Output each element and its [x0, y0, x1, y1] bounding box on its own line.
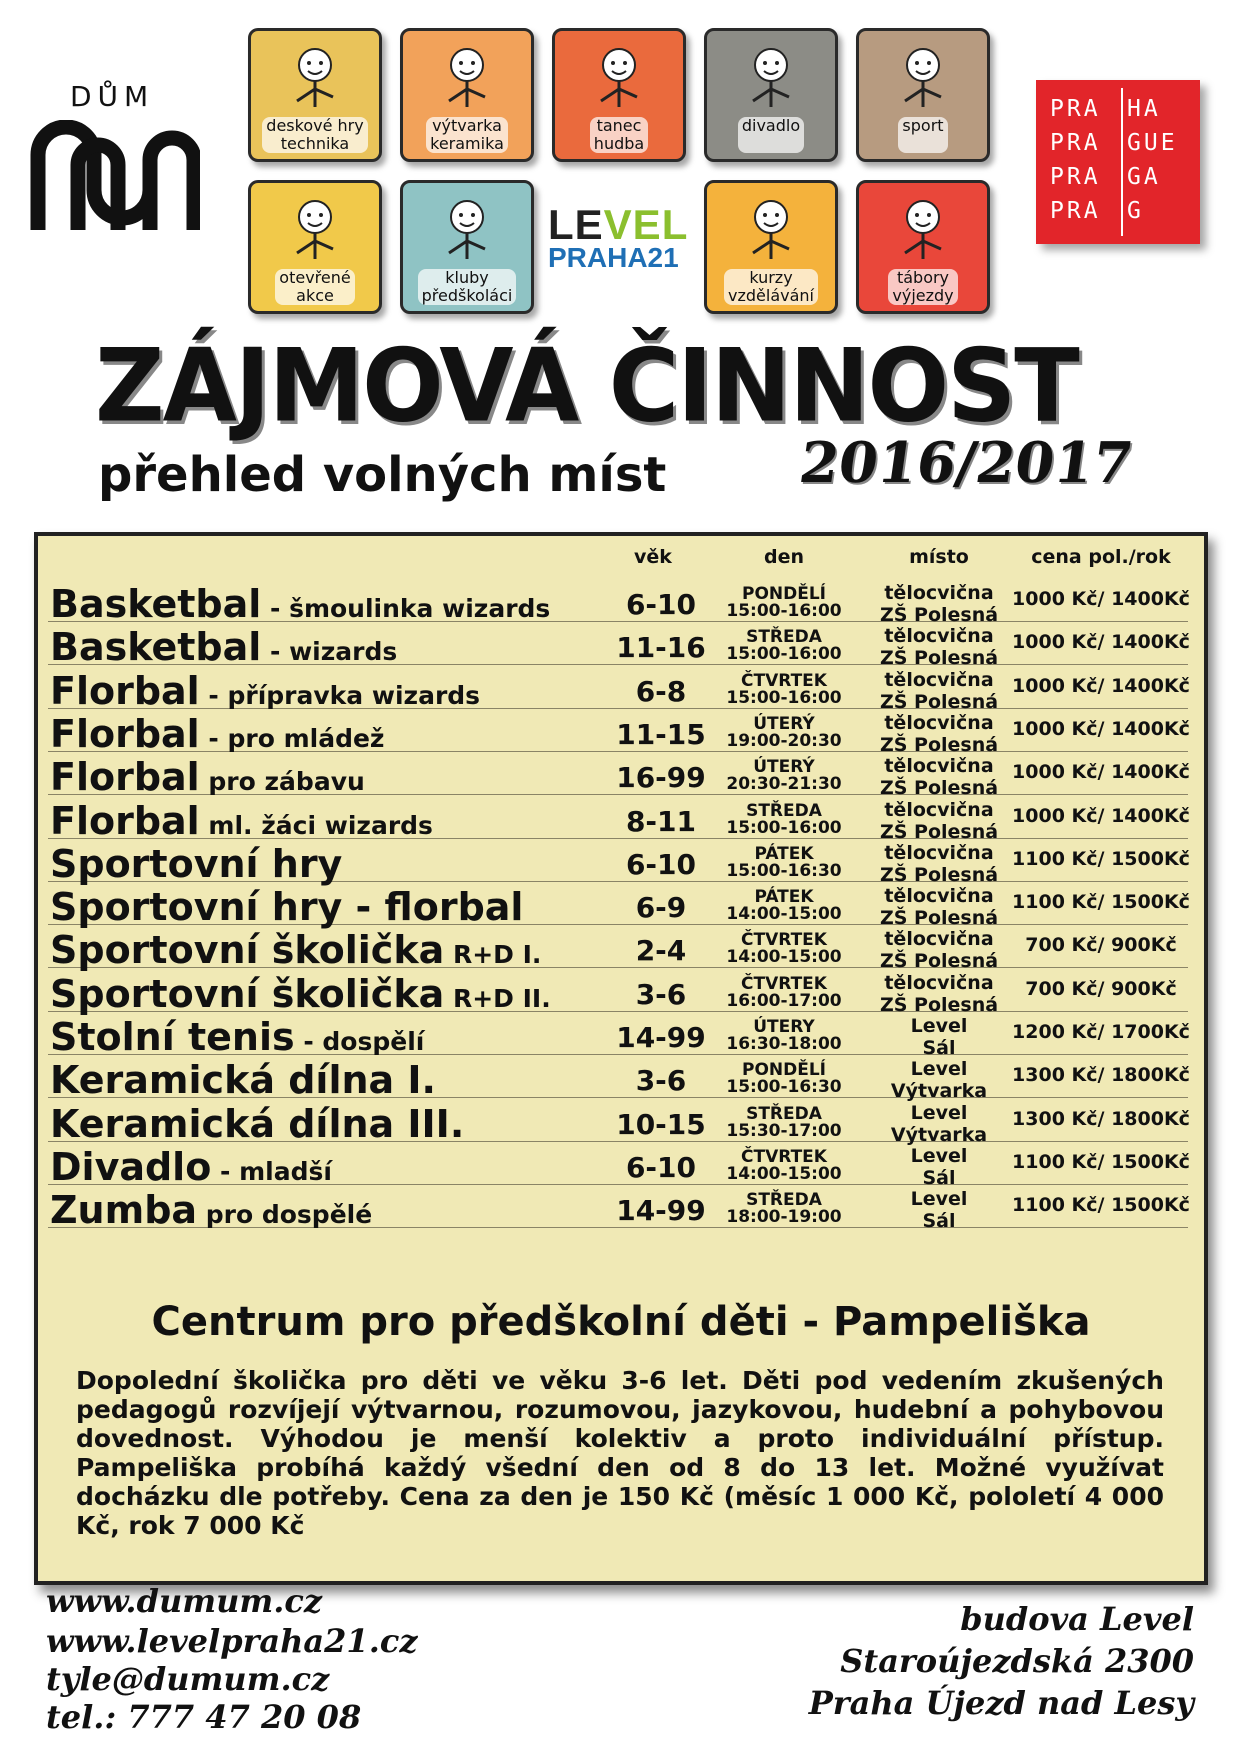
activity-name: Florbal — [50, 755, 200, 800]
day-name: PÁTEK — [754, 887, 814, 908]
table-row — [48, 1137, 1190, 1189]
activity-tile — [248, 180, 382, 314]
dumum-mark-icon — [30, 120, 200, 240]
table-row — [48, 964, 1188, 1016]
activity-suffix: - přípravka wizards — [199, 680, 481, 710]
table-row — [48, 1094, 1190, 1146]
activity-suffix: pro dospělé — [197, 1200, 373, 1230]
place-line2: Výtvarka — [890, 1123, 988, 1146]
table-row — [48, 1180, 1190, 1233]
activity-name: Zumba — [50, 1188, 198, 1233]
day-cell — [698, 1103, 870, 1141]
activity-tile — [856, 180, 990, 314]
day-name: ÚTERÝ — [753, 757, 815, 778]
day-time: 15:00-16:00 — [726, 644, 842, 665]
price-cell: 700 Kč/ 900Kč — [1025, 977, 1177, 1000]
praha-logo — [1036, 80, 1200, 244]
tile-label-line1: tanec — [596, 116, 642, 135]
day-name: ÚTERY — [753, 1017, 815, 1037]
tile-label-line1: deskové hry — [266, 116, 364, 135]
activity-name: Sportovní hry — [50, 841, 343, 886]
place-line1: tělocvična — [884, 582, 994, 604]
day-time: 15:00-16:00 — [726, 687, 842, 708]
place-line1: Level — [910, 1144, 968, 1167]
day-time: 15:30-17:00 — [726, 1120, 842, 1141]
logo-text: DŮM — [70, 80, 155, 113]
age-cell: 6-10 — [625, 847, 697, 881]
activity-suffix: - pro mládež — [199, 723, 385, 753]
tile-caption — [859, 269, 987, 305]
tile-label-line1: otevřené — [279, 268, 351, 287]
level-word: LEVEL — [548, 201, 689, 248]
activity-name: Basketbal — [50, 625, 262, 670]
place-line1: tělocvična — [884, 711, 994, 734]
tile-label-line2: vzdělávání — [728, 286, 814, 305]
day-cell — [698, 1062, 870, 1096]
activity-name: Stolní tenis — [50, 1015, 295, 1059]
tile-caption — [403, 117, 531, 153]
place-line2: ZŠ Polesná — [879, 690, 999, 713]
day-time: 20:30-21:30 — [726, 774, 842, 795]
activity-suffix: - dospělí — [294, 1027, 425, 1056]
place-line2: ZŠ Polesná — [879, 863, 999, 886]
table-row — [48, 920, 1188, 973]
activity-tile — [704, 180, 838, 314]
price-cell: 700 Kč/ 900Kč — [1025, 934, 1177, 957]
day-time: 14:00-15:00 — [726, 904, 842, 925]
place-line1: Level — [910, 1015, 968, 1037]
page-subtitle: přehled volných míst — [98, 447, 667, 503]
day-time: 18:00-19:00 — [726, 1207, 842, 1228]
price-cell: 1100 Kč/ 1500Kč — [1012, 847, 1190, 870]
place-line2: ZŠ Polesná — [879, 820, 999, 843]
activity-tile — [400, 28, 534, 162]
tile-label-line2: hudba — [593, 134, 645, 153]
activity-suffix: R+D I. — [444, 940, 542, 970]
age-cell: 6-8 — [635, 674, 687, 708]
age-cell: 10-15 — [616, 1107, 706, 1141]
activity-name: Sportovní školička — [50, 971, 445, 1016]
place-line1: tělocvična — [884, 885, 994, 908]
activity-name: Florbal — [50, 668, 200, 713]
activity-name: Sportovní hry - florbal — [50, 885, 524, 930]
address-city: Praha Újezd nad Lesy — [808, 1684, 1194, 1722]
place-line1: tělocvična — [884, 668, 994, 691]
page-title: ZÁJMOVÁ ČINNOST — [95, 327, 1078, 445]
price-cell: 1000 Kč/ 1400Kč — [1012, 631, 1190, 654]
day-name: STŘEDA — [746, 1103, 822, 1124]
school-year: 2016/2017 — [795, 430, 1137, 496]
day-cell — [698, 713, 870, 751]
activity-table-panel — [34, 532, 1208, 1585]
place-line2: ZŠ Polesná — [879, 604, 999, 626]
activity-name-cell — [50, 1188, 372, 1232]
activity-name: Sportovní školička — [50, 928, 445, 973]
activity-name: Florbal — [50, 798, 200, 843]
day-cell — [698, 889, 870, 923]
day-name: ČTVRTEK — [741, 1146, 827, 1167]
praha-left-column — [1050, 92, 1101, 228]
table-row — [48, 1050, 1190, 1103]
activity-tile — [552, 28, 686, 162]
tile-label-line1: divadlo — [741, 116, 801, 135]
age-cell: 8-11 — [625, 804, 697, 838]
table-row — [48, 834, 1190, 886]
place-line1: tělocvična — [884, 971, 994, 994]
tile-caption — [251, 117, 379, 153]
activity-suffix: - mladší — [211, 1156, 332, 1186]
col-header-age: věk — [634, 546, 672, 568]
activity-suffix: R+D II. — [444, 983, 551, 1013]
place-line2: Sál — [922, 1037, 956, 1059]
tile-caption — [859, 117, 987, 153]
age-cell: 3-6 — [635, 1064, 687, 1098]
age-cell: 2-4 — [635, 934, 687, 968]
centrum-description: Dopolední školička pro děti ve věku 3-6 let. Děti pod vedením zkušených pedagogů rozvíjejí výtvarnou, rozumovou, jazykovou, hudební a pohybovou dovednost. Výhodou je menší kolektiv a proto individuální přístup. Pampeliška probíhá každý všední den od 8 do 13 let. Možné využívat docházku dle potřeby. Cena za den je 150 Kč (měsíc 1 000 Kč, pololetí 4 000 Kč, rok 7 000 Kč — [76, 1366, 1164, 1540]
day-cell — [698, 843, 870, 881]
day-cell — [698, 1146, 870, 1184]
place-line1: Level — [910, 1101, 968, 1124]
activity-suffix: - wizards — [261, 637, 398, 667]
place-line1: tělocvična — [884, 798, 994, 821]
price-cell: 1100 Kč/ 1500Kč — [1012, 1194, 1190, 1217]
tile-caption — [251, 269, 379, 305]
place-line2: Sál — [922, 1210, 956, 1233]
day-name: STŘEDA — [746, 1190, 822, 1211]
level-praha21-logo — [548, 201, 689, 275]
tile-label-line1: kurzy — [749, 268, 793, 287]
place-line2: ZŠ Polesná — [879, 733, 999, 756]
day-name: ČTVRTEK — [741, 930, 827, 951]
tile-label-line2: předškoláci — [421, 286, 513, 305]
place-line1: Level — [910, 1188, 968, 1211]
place-line1: tělocvična — [884, 755, 994, 778]
day-name: STŘEDA — [746, 800, 822, 821]
day-name: ČTVRTEK — [741, 973, 827, 994]
activity-suffix: ml. žáci wizards — [199, 810, 433, 840]
place-line2: ZŠ Polesná — [879, 777, 999, 800]
price-cell: 1000 Kč/ 1400Kč — [1012, 588, 1190, 610]
activity-suffix: - šmoulinka wizards — [261, 594, 551, 623]
table-row — [48, 617, 1190, 670]
col-header-price: cena pol./rok — [1031, 546, 1171, 568]
place-line2: ZŠ Polesná — [879, 993, 999, 1016]
day-name: PONDĚLÍ — [741, 1060, 827, 1081]
age-cell: 6-10 — [625, 1150, 697, 1184]
day-time: 16:00-17:00 — [726, 990, 842, 1011]
day-cell — [698, 932, 870, 966]
activity-tile — [400, 180, 534, 314]
praha-left-2: PRA — [1050, 130, 1101, 156]
day-cell — [698, 973, 870, 1011]
level-sub: PRAHA21 — [548, 242, 679, 273]
col-header-place: místo — [909, 546, 969, 568]
age-cell: 6-9 — [635, 891, 687, 925]
tile-caption — [403, 269, 531, 305]
activity-name: Florbal — [50, 711, 200, 756]
address-street: Staroújezdská 2300 — [840, 1642, 1194, 1680]
day-cell — [698, 1192, 870, 1226]
place-line1: tělocvična — [884, 928, 994, 951]
praha-right-2: GUE — [1127, 130, 1178, 156]
tile-label-line1: tábory — [896, 268, 950, 287]
tile-label-line2: technika — [280, 134, 350, 153]
email-link[interactable]: tyle@dumum.cz — [46, 1660, 330, 1698]
activity-tile — [856, 28, 990, 162]
price-cell: 1200 Kč/ 1700Kč — [1012, 1021, 1190, 1043]
price-cell: 1000 Kč/ 1400Kč — [1012, 717, 1190, 740]
table-row — [48, 661, 1190, 713]
dumum-logo — [30, 80, 210, 250]
tile-label-line2: akce — [296, 286, 334, 305]
tile-caption — [555, 117, 683, 153]
price-cell: 1000 Kč/ 1400Kč — [1012, 761, 1190, 784]
price-cell: 1100 Kč/ 1500Kč — [1012, 891, 1190, 914]
activity-name: Keramická dílna I. — [50, 1058, 436, 1103]
age-cell: 3-6 — [635, 977, 687, 1011]
age-cell: 11-15 — [616, 717, 706, 751]
praha-left-3: PRA — [1050, 164, 1101, 190]
activity-suffix: pro zábavu — [199, 767, 365, 797]
day-time: 15:00-16:00 — [726, 817, 842, 838]
activity-name: Basketbal — [50, 582, 262, 626]
place-line2: ZŠ Polesná — [879, 647, 999, 670]
price-cell: 1100 Kč/ 1500Kč — [1012, 1150, 1190, 1173]
praha-right-1: HA — [1127, 96, 1161, 122]
tile-label-line1: výtvarka — [432, 116, 502, 135]
place-line1: tělocvična — [884, 625, 994, 648]
table-row — [48, 1007, 1190, 1059]
place-line2: Výtvarka — [890, 1080, 988, 1103]
centrum-heading: Centrum pro předškolní děti - Pampeliška — [151, 1299, 1091, 1345]
day-name: ČTVRTEK — [741, 670, 827, 691]
day-time: 15:00-16:00 — [726, 601, 842, 621]
tile-label-line2: výjezdy — [892, 286, 954, 305]
table-row — [48, 574, 1190, 626]
age-cell: 16-99 — [616, 761, 706, 795]
table-row — [48, 877, 1190, 930]
day-name: ÚTERÝ — [753, 713, 815, 734]
day-cell — [698, 800, 870, 838]
price-cell: 1000 Kč/ 1400Kč — [1012, 674, 1190, 697]
praha-right-4: G — [1127, 198, 1144, 224]
activity-name: Divadlo — [50, 1144, 212, 1189]
day-cell — [698, 759, 870, 793]
price-cell: 1300 Kč/ 1800Kč — [1012, 1064, 1190, 1087]
activity-name: Keramická dílna III. — [50, 1101, 465, 1146]
day-time: 14:00-15:00 — [726, 1163, 842, 1184]
day-time: 15:00-16:30 — [726, 860, 842, 881]
tile-caption — [707, 269, 835, 305]
table-row — [48, 791, 1190, 843]
day-time: 16:30-18:00 — [726, 1034, 842, 1054]
day-cell — [698, 629, 870, 663]
place-line2: ZŠ Polesná — [879, 950, 999, 973]
age-cell: 6-10 — [625, 588, 697, 621]
age-cell: 14-99 — [616, 1194, 706, 1228]
praha-divider — [1121, 88, 1123, 236]
price-cell: 1000 Kč/ 1400Kč — [1012, 804, 1190, 827]
day-name: PÁTEK — [754, 843, 814, 864]
phone-number: tel.: 777 47 20 08 — [46, 1698, 362, 1736]
web-link-dumum[interactable]: www.dumum.cz — [46, 1582, 322, 1620]
day-name: STŘEDA — [746, 627, 822, 648]
tile-label-line1: kluby — [445, 268, 489, 287]
table-row — [48, 704, 1190, 756]
place-line1: tělocvična — [884, 841, 994, 864]
table-row — [48, 747, 1190, 800]
place-line2: ZŠ Polesná — [879, 907, 999, 930]
day-time: 14:00-15:00 — [726, 947, 842, 968]
day-name: PONDĚLÍ — [741, 584, 827, 604]
day-cell — [698, 670, 870, 708]
place-line2: Sál — [922, 1166, 956, 1189]
price-cell: 1300 Kč/ 1800Kč — [1012, 1107, 1190, 1130]
tile-label-line1: sport — [902, 116, 944, 135]
place-line1: Level — [910, 1058, 968, 1081]
praha-right-column — [1127, 92, 1178, 228]
day-cell — [698, 1019, 870, 1053]
praha-right-3: GA — [1127, 164, 1161, 190]
age-cell: 11-16 — [616, 631, 706, 665]
place-cell — [874, 1188, 1004, 1232]
address-building: budova Level — [960, 1600, 1194, 1638]
day-time: 15:00-16:30 — [726, 1077, 842, 1098]
activity-tile — [704, 28, 838, 162]
praha-left-1: PRA — [1050, 96, 1101, 122]
day-cell — [698, 586, 870, 620]
day-time: 19:00-20:30 — [726, 730, 842, 751]
tile-caption — [707, 117, 835, 153]
web-link-level[interactable]: www.levelpraha21.cz — [46, 1622, 418, 1660]
tile-label-line2: keramika — [430, 134, 504, 153]
col-header-day: den — [763, 546, 804, 568]
age-cell: 14-99 — [616, 1021, 706, 1054]
activity-tile — [248, 28, 382, 162]
praha-left-4: PRA — [1050, 198, 1101, 224]
